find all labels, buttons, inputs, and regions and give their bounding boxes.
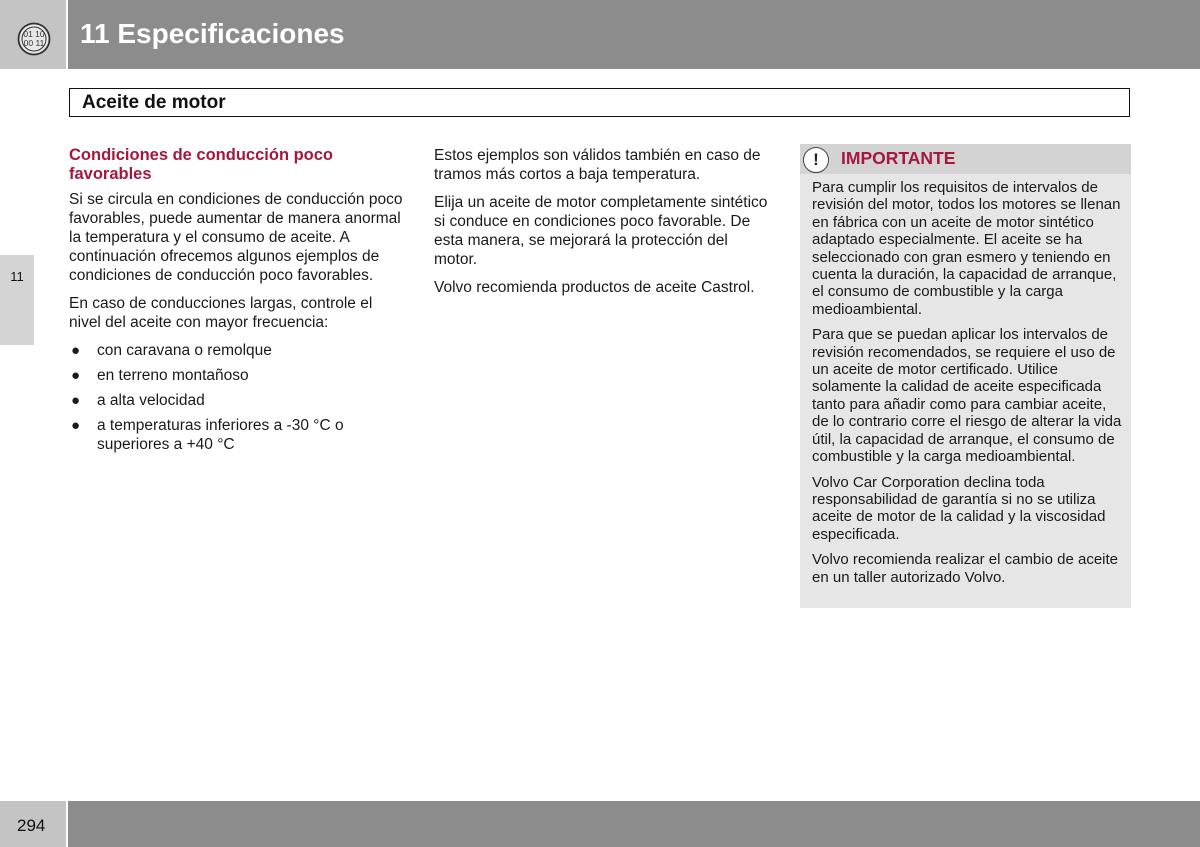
list-item bbox=[69, 391, 405, 410]
gauge-icon-digits-bottom: 00 11 bbox=[23, 38, 45, 48]
paragraph: Elija un aceite de motor completamente sintético si conduce en condiciones poco favorable. De esta manera, se mejorará la protección del motor. bbox=[434, 194, 768, 268]
list-item bbox=[69, 341, 405, 360]
chapter-side-tab bbox=[0, 255, 34, 345]
paragraph: Volvo Car Corporation declina toda responsabilidad de garantía si no se utiliza aceite de motor de la calidad y la viscosidad especificada. bbox=[812, 473, 1106, 543]
condition-bullet-list bbox=[69, 341, 405, 454]
warning-icon: ! bbox=[803, 147, 829, 173]
list-item bbox=[69, 416, 405, 454]
bullet-icon: ● bbox=[71, 367, 81, 384]
important-title: IMPORTANTE bbox=[841, 148, 956, 168]
paragraph: Estos ejemplos son válidos también en caso de tramos más cortos a baja temperatura. bbox=[434, 147, 761, 183]
paragraph: Si se circula en condiciones de conducción poco favorables, puede aumentar de manera anormal la temperatura y el consumo de aceite. A continuación ofrecemos algunos ejemplos de condiciones de conducción poco favorables. bbox=[69, 191, 403, 284]
gauge-icon-digits-top: 01 10 bbox=[23, 29, 45, 39]
bullet-icon: ● bbox=[71, 342, 81, 359]
bullet-icon: ● bbox=[71, 417, 81, 434]
column-left bbox=[69, 146, 405, 460]
list-item-text: en terreno montañoso bbox=[97, 367, 249, 384]
important-body bbox=[812, 179, 1122, 594]
bullet-icon: ● bbox=[71, 392, 81, 409]
list-item-text: a temperaturas inferiores a -30 °C o superiores a +40 °C bbox=[97, 417, 344, 453]
subsection-heading: Condiciones de conducción poco favorables bbox=[69, 146, 334, 183]
section-title: Aceite de motor bbox=[82, 92, 226, 113]
page-number: 294 bbox=[17, 816, 46, 835]
important-header bbox=[800, 144, 1131, 174]
column-middle bbox=[434, 146, 770, 306]
paragraph: Volvo recomienda productos de aceite Castrol. bbox=[434, 279, 755, 296]
list-item bbox=[69, 366, 405, 385]
list-item-text: con caravana o remolque bbox=[97, 342, 272, 359]
list-item-text: a alta velocidad bbox=[97, 392, 205, 409]
section-title-box bbox=[69, 88, 1130, 117]
paragraph: Para que se puedan aplicar los intervalos de revisión recomendados, se requiere el uso de un aceite de motor certificado. Utilice solamente la calidad de aceite especificada tanto para añadir como para cambiar aceite, de lo contrario corre el riesgo de alterar la vida útil, la capacidad de arranque, el consumo de combustible y la carga medioambiental. bbox=[812, 326, 1122, 466]
footer-bar bbox=[68, 801, 1200, 847]
paragraph: Para cumplir los requisitos de intervalos de revisión del motor, todos los motores se llenan en fábrica con un aceite de motor sintético adaptado especialmente. El aceite se ha seleccionado con gran esmero y teniendo en cuenta la duración, la capacidad de arranque, el consumo de combustible y la carga medioambiental. bbox=[812, 179, 1121, 318]
chapter-title: 11 Especificaciones bbox=[80, 18, 345, 49]
side-tab-label: 11 bbox=[10, 269, 24, 284]
gauge-icon bbox=[17, 22, 51, 56]
paragraph: En caso de conducciones largas, controle el nivel del aceite con mayor frecuencia: bbox=[69, 295, 373, 331]
paragraph: Volvo recomienda realizar el cambio de aceite en un taller autorizado Volvo. bbox=[812, 551, 1118, 586]
important-notice-box bbox=[800, 144, 1131, 608]
